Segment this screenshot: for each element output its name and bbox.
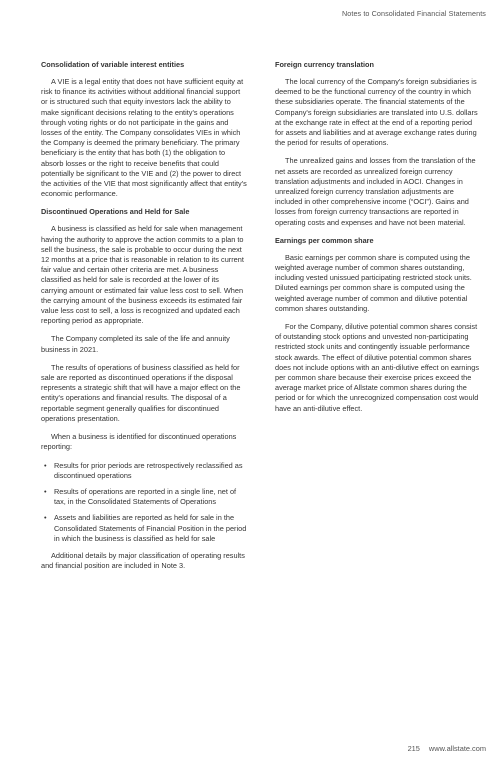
section-foreign-currency — [275, 60, 481, 228]
list-item-text: Results for prior periods are retrospectively reclassified as discontinued operations — [54, 460, 243, 480]
page-number: 215 — [407, 744, 420, 753]
paragraph: When a business is identified for discontinued operations reporting: — [41, 432, 237, 452]
bullet-icon: • — [44, 460, 47, 470]
running-header: Notes to Consolidated Financial Statements — [341, 9, 486, 18]
section-heading: Discontinued Operations and Held for Sale — [41, 207, 190, 217]
bullet-list — [41, 461, 247, 544]
page-footer — [408, 744, 486, 753]
paragraph: A business is classified as held for sale when management having the authority to approve the action commits to a plan to sell the business, the sale is probable to occur during the next 12 months at a price that is reasonable in relation to its current fair value and certain other criteria are met. A business classified as held for sale is recorded at the lower of its carrying amount or estimated fair value less cost to sell. When the carrying amount of the business exceeds its estimated fair value less cost to sell, a loss is recognized and updated each reporting period as appropriate. — [41, 224, 244, 326]
section-earnings-per-share — [275, 236, 481, 414]
list-item — [41, 513, 247, 544]
paragraph: The results of operations of business classified as held for sale are reported as discontinued operations if the disposal represents a strategic shift that will have a major effect on the entity's operations and financial results. The disposal of a reportable segment generally qualifies for discontinued operations presentation. — [41, 362, 241, 423]
section-vie — [41, 60, 247, 199]
list-item — [41, 487, 247, 507]
bullet-icon: • — [44, 486, 47, 496]
paragraph: A VIE is a legal entity that does not have sufficient equity at risk to finance its activities without additional financial support or is structured such that equity investors lack the ability to make significant decisions relating to the entity's operations through voting rights or do not participate in the gains and losses of the entity. The Company consolidates VIEs in which the Company is deemed the primary beneficiary. The primary beneficiary is the entity that has both (1) the obligation to absorb losses or the right to receive benefits that could potentially be significant to the VIE and (2) the power to direct the activities of the VIE that most significantly affect that entity's economic performance. — [41, 77, 247, 199]
paragraph: For the Company, dilutive potential common shares consist of outstanding stock options and unvested non-participating restricted stock units and contingently issuable performance stock awards. The effect of dilutive potential common shares does not include options with an anti-dilutive effect on earnings per common share because their exercise prices exceed the average market price of Allstate common shares during the period or for which the unrecognized compensation cost would have an anti-dilutive effect. — [275, 322, 479, 413]
paragraph: The local currency of the Company's foreign subsidiaries is deemed to be the functional currency of the country in which these subsidiaries operate. The financial statements of the Company's foreign subsidiaries are translated into U.S. dollars at the exchange rate in effect at the end of a reporting period for assets and liabilities and at average exchange rates during the period for results of operations. — [275, 77, 478, 148]
paragraph: Basic earnings per common share is computed using the weighted average number of common shares outstanding, including vested unissued participating restricted stock units. Diluted earnings per common share is computed using the weighted average number of common and dilutive potential common shares outstanding. — [275, 252, 472, 313]
bullet-icon: • — [44, 513, 47, 523]
section-heading: Earnings per common share — [275, 235, 374, 245]
paragraph: The unrealized gains and losses from the translation of the net assets are recorded as unrealized foreign currency translation adjustments and included in AOCI. Changes in unrealized foreign currency translation adjustments are included in other comprehensive income (“OCI”). Gains and losses from foreign currency transactions are reported in operating costs and expenses and have not been material. — [275, 156, 476, 227]
section-discontinued-operations — [41, 207, 247, 571]
list-item-text: Results of operations are reported in a single line, net of tax, in the Consolidated Statements of Operations — [54, 486, 237, 507]
paragraph: The Company completed its sale of the life and annuity business in 2021. — [41, 334, 230, 354]
left-column — [41, 60, 247, 579]
list-item — [41, 461, 247, 481]
paragraph: Additional details by major classification of operating results and financial position are included in Note 3. — [41, 550, 245, 571]
section-heading: Foreign currency translation — [275, 60, 374, 69]
section-heading: Consolidation of variable interest entities — [41, 60, 185, 69]
right-column — [275, 60, 481, 422]
footer-url: www.allstate.com — [428, 744, 486, 753]
list-item-text: Assets and liabilities are reported as held for sale in the Consolidated Statements of Financial Position in the period in which the business is classified as held for sale — [54, 513, 247, 543]
